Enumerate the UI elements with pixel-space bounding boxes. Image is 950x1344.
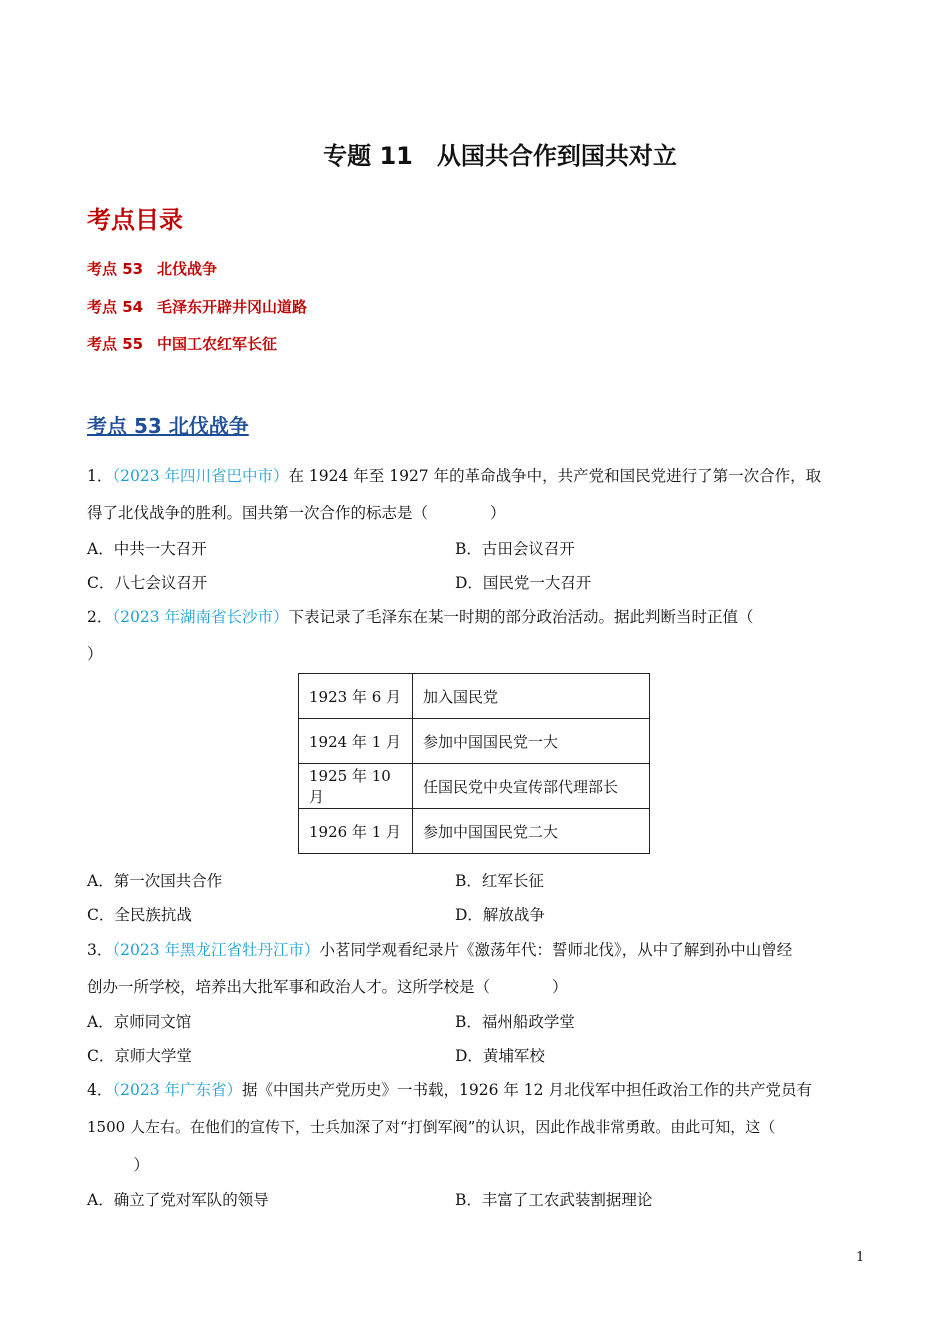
q1-option-a: A．中共一大召开 <box>87 540 207 558</box>
table-cell-date: 1924 年 1 月 <box>299 719 413 764</box>
table-cell-activity: 参加中国国民党二大 <box>413 809 650 854</box>
toc-heading: 考点目录 <box>87 206 183 234</box>
table-cell-activity: 任国民党中央宣传部代理部长 <box>413 764 650 809</box>
page-title: 专题 11 从国共合作到国共对立 <box>323 142 677 170</box>
q2-option-c: C．全民族抗战 <box>87 906 192 924</box>
toc-item-55[interactable] <box>87 333 277 354</box>
table-row <box>299 674 650 719</box>
question-source: （2023 年湖南省长沙市） <box>112 608 289 626</box>
table-cell-date: 1926 年 1 月 <box>299 809 413 854</box>
q4-option-b: B．丰富了工农武装割据理论 <box>455 1191 653 1209</box>
table-cell-activity: 加入国民党 <box>413 674 650 719</box>
question-number: 1． <box>87 467 113 485</box>
q1-option-d: D．国民党一大召开 <box>455 574 592 592</box>
q1-option-b: B．古田会议召开 <box>455 540 575 558</box>
q3-option-d: D．黄埔军校 <box>455 1047 545 1065</box>
toc-item-54[interactable] <box>87 296 307 317</box>
table-cell-date: 1925 年 10 月 <box>299 764 413 809</box>
table-cell-activity: 参加中国国民党一大 <box>413 719 650 764</box>
question-1-line2: 得了北伐战争的胜利。国共第一次合作的标志是（ ） <box>87 504 506 522</box>
toc-item-label: 毛泽东开辟井冈山道路 <box>157 298 308 316</box>
q4-option-a: A．确立了党对军队的领导 <box>87 1191 269 1209</box>
question-1-line1 <box>87 464 821 486</box>
q1-option-c: C．八七会议召开 <box>87 574 208 592</box>
question-4-line2: 1500 人左右。在他们的宣传下，士兵加深了对“打倒军阀”的认识，因此作战非常勇敢。由此可知，这（ <box>87 1118 776 1136</box>
toc-item-53[interactable] <box>87 258 217 279</box>
q2-option-d: D．解放战争 <box>455 906 545 924</box>
question-2-line2: ） <box>87 645 103 663</box>
q3-option-b: B．福州船政学堂 <box>455 1013 575 1031</box>
question-number: 2． <box>87 608 113 626</box>
section-heading-53[interactable]: 考点 53 北伐战争 <box>87 414 249 438</box>
question-text: 据《中国共产党历史》一书载，1926 年 12 月北伐军中担任政治工作的共产党员有 <box>242 1081 812 1099</box>
question-4-line3: ） <box>87 1156 150 1174</box>
question-source: （2023 年广东省） <box>112 1081 242 1099</box>
toc-item-number: 考点 55 <box>87 335 144 353</box>
question-3-line1 <box>87 938 792 960</box>
q2-option-b: B．红军长征 <box>455 872 544 890</box>
table-row <box>299 764 650 809</box>
question-2-line1 <box>87 605 754 627</box>
question-text: 下表记录了毛泽东在某一时期的部分政治活动。据此判断当时正值（ <box>288 608 754 626</box>
toc-item-label: 北伐战争 <box>157 260 218 278</box>
table-row <box>299 809 650 854</box>
question-number: 3． <box>87 941 113 959</box>
page-number: 1 <box>856 1250 865 1265</box>
question-source: （2023 年四川省巴中市） <box>112 467 289 485</box>
q3-option-c: C．京师大学堂 <box>87 1047 192 1065</box>
table-row <box>299 719 650 764</box>
q3-option-a: A．京师同文馆 <box>87 1013 192 1031</box>
question-3-line2: 创办一所学校，培养出大批军事和政治人才。这所学校是（ ） <box>87 978 568 996</box>
toc-item-label: 中国工农红军长征 <box>157 335 278 353</box>
question-4-line1 <box>87 1078 812 1100</box>
question-source: （2023 年黑龙江省牡丹江市） <box>112 941 320 959</box>
q2-option-a: A．第一次国共合作 <box>87 872 223 890</box>
toc-item-number: 考点 53 <box>87 260 144 278</box>
activity-table <box>298 673 650 854</box>
question-text: 在 1924 年至 1927 年的革命战争中，共产党和国民党进行了第一次合作，取 <box>288 467 822 485</box>
question-number: 4． <box>87 1081 113 1099</box>
toc-item-number: 考点 54 <box>87 298 144 316</box>
question-text: 小茗同学观看纪录片《激荡年代：誓师北伐》，从中了解到孙中山曾经 <box>319 941 793 959</box>
table-cell-date: 1923 年 6 月 <box>299 674 413 719</box>
